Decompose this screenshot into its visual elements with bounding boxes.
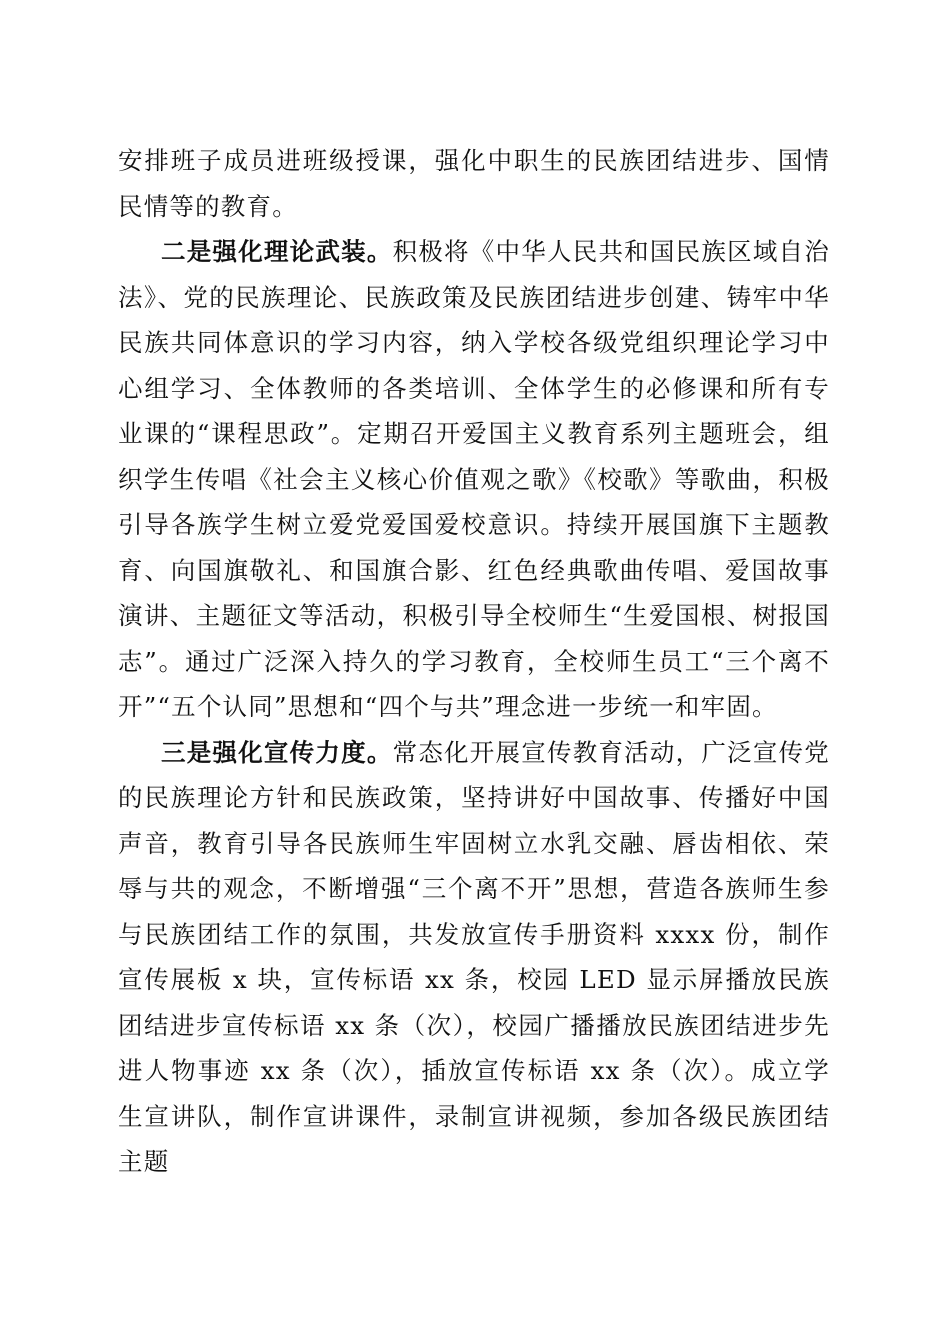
paragraph-text: 常态化开展宣传教育活动，广泛宣传党的民族理论方针和民族政策，坚持讲好中国故事、传播好中国声音，教育引导各民族师生牢固树立水乳交融、唇齿相依、荣辱与共的观念，不断增强“三个离不开”思想，营造各族师生参与民族团结工作的氛围，共发放宣传手册资料 xxxx 份，制作宣传展板 x 块，宣传标语 xx 条，校园 LED 显示屏播放民族团结进步宣传标语 xx 条（次），校园广播播放民族团结进步先进人物事迹 xx 条（次），插放宣传标语 xx 条（次）。成立学生宣讲队，制作宣讲课件，录制宣讲视频，参加各级民族团结主题 [118, 737, 830, 1176]
paragraph-lead-heading: 二是强化理论武装。 [161, 237, 393, 266]
paragraph-continuation [118, 138, 830, 229]
paragraph-theory-arming [118, 229, 830, 730]
document-body [118, 138, 830, 1185]
paragraph-text: 积极将《中华人民共和国民族区域自治法》、党的民族理论、民族政策及民族团结进步创建、铸牢中华民族共同体意识的学习内容，纳入学校各级党组织理论学习中心组学习、全体教师的各类培训、全体学生的必修课和所有专业课的“课程思政”。定期召开爱国主义教育系列主题班会，组织学生传唱《社会主义核心价值观之歌》《校歌》等歌曲，积极引导各族学生树立爱党爱国爱校意识。持续开展国旗下主题教育、向国旗敬礼、和国旗合影、红色经典歌曲传唱、爱国故事演讲、主题征文等活动，积极引导全校师生“生爱国根、树报国志”。通过广泛深入持久的学习教育，全校师生员工“三个离不开”“五个认同”思想和“四个与共”理念进一步统一和牢固。 [118, 237, 830, 721]
paragraph-publicity [118, 730, 830, 1185]
paragraph-lead-heading: 三是强化宣传力度。 [161, 737, 393, 767]
paragraph-text: 安排班子成员进班级授课，强化中职生的民族团结进步、国情民情等的教育。 [118, 146, 830, 221]
